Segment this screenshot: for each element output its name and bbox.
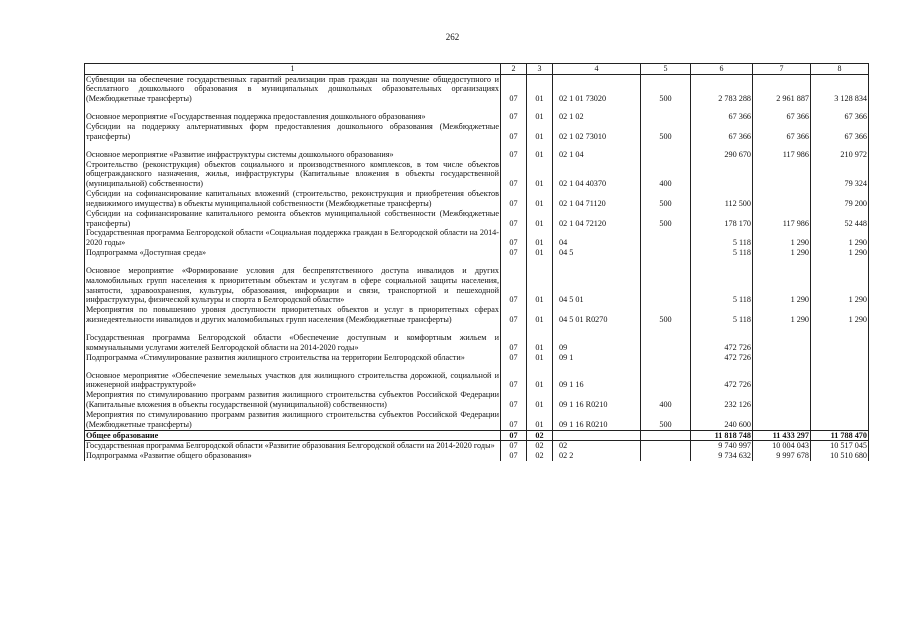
cell-code: 04 5 01 R0270 <box>553 305 641 325</box>
cell-v7 <box>753 353 811 363</box>
spacer-cell <box>501 258 527 266</box>
cell-desc: Субсидии на софинансирование капитального ремонта объектов муниципальной собственности (Межбюджетные трансферты) <box>86 208 499 228</box>
cell-vr: 500 <box>641 305 691 325</box>
spacer-cell <box>641 142 691 150</box>
table-row <box>85 390 869 410</box>
cell-a: 07 <box>501 122 527 142</box>
cell-b: 01 <box>527 371 553 391</box>
cell-vr <box>641 112 691 122</box>
cell-vr: 500 <box>641 410 691 430</box>
spacer-cell <box>811 258 869 266</box>
cell-v8: 1 290 <box>811 228 869 248</box>
cell-desc: Государственная программа Белгородской области «Развитие образования Белгородской области на 2014-2020 годы» <box>85 441 501 451</box>
cell-code: 04 5 01 <box>553 266 641 305</box>
cell-v8 <box>811 410 869 430</box>
cell-v8 <box>811 390 869 410</box>
spacer-cell <box>85 258 501 266</box>
spacer-cell <box>691 325 753 333</box>
spacer-cell <box>501 363 527 371</box>
row-spacer <box>85 142 869 150</box>
cell-v6: 5 118 <box>691 228 753 248</box>
cell-vr: 500 <box>641 189 691 209</box>
header-cell: 2 <box>501 64 527 75</box>
cell-v6 <box>691 160 753 190</box>
cell-desc: Подпрограмма «Доступная среда» <box>85 248 501 258</box>
cell-v6: 5 118 <box>691 305 753 325</box>
header-cell: 7 <box>753 64 811 75</box>
cell-code: 02 1 04 <box>553 150 641 160</box>
spacer-cell <box>553 104 641 112</box>
cell-v6: 178 170 <box>691 209 753 229</box>
table-row <box>85 74 869 104</box>
cell-vr <box>641 150 691 160</box>
spacer-cell <box>527 325 553 333</box>
table-row <box>85 160 869 190</box>
cell-v7 <box>753 189 811 209</box>
cell-v8 <box>811 333 869 353</box>
cell-b: 01 <box>527 150 553 160</box>
cell-a: 07 <box>501 112 527 122</box>
cell-desc: Мероприятия по стимулированию программ развития жилищного строительства субъектов Российской Федерации (Капитальные вложения в объекты государственной (муниципальной) собственности) <box>86 390 499 410</box>
cell-v8: 1 290 <box>811 248 869 258</box>
cell-code <box>553 430 641 441</box>
cell-a: 07 <box>501 150 527 160</box>
spacer-cell <box>811 142 869 150</box>
cell-v8: 210 972 <box>811 150 869 160</box>
spacer-cell <box>753 142 811 150</box>
cell-code: 02 1 02 <box>553 112 641 122</box>
cell-desc: Государственная программа Белгородской области «Обеспечение доступным и комфортным жильем и коммунальными услугами жителей Белгородской области на 2014-2020 годы» <box>86 333 499 352</box>
cell-b: 01 <box>527 160 553 190</box>
cell-v8: 3 128 834 <box>811 74 869 104</box>
spacer-cell <box>553 325 641 333</box>
cell-v7: 10 004 043 <box>753 441 811 451</box>
cell-b: 01 <box>527 266 553 305</box>
cell-a: 07 <box>501 451 527 461</box>
cell-code: 09 1 16 R0210 <box>553 390 641 410</box>
page-number: 262 <box>445 32 460 42</box>
cell-code: 02 1 04 72120 <box>553 209 641 229</box>
cell-v8: 67 366 <box>811 112 869 122</box>
cell-v8: 52 448 <box>811 209 869 229</box>
cell-code: 02 2 <box>553 451 641 461</box>
cell-code: 02 1 04 40370 <box>553 160 641 190</box>
cell-v6: 5 118 <box>691 248 753 258</box>
spacer-cell <box>85 325 501 333</box>
cell-v8: 79 200 <box>811 189 869 209</box>
cell-b: 01 <box>527 353 553 363</box>
cell-v7: 11 433 297 <box>753 430 811 441</box>
cell-v7 <box>753 390 811 410</box>
spacer-cell <box>753 258 811 266</box>
row-spacer <box>85 325 869 333</box>
cell-b: 01 <box>527 333 553 353</box>
budget-table <box>84 63 869 461</box>
cell-a: 07 <box>501 266 527 305</box>
cell-v7 <box>753 410 811 430</box>
cell-v6: 472 726 <box>691 333 753 353</box>
spacer-cell <box>553 258 641 266</box>
cell-code: 09 1 16 <box>553 371 641 391</box>
cell-a: 07 <box>501 305 527 325</box>
spacer-cell <box>641 104 691 112</box>
cell-v6: 290 670 <box>691 150 753 160</box>
table-row <box>85 248 869 258</box>
cell-v6: 9 740 997 <box>691 441 753 451</box>
cell-desc: Субсидии на софинансирование капитальных вложений (строительство, реконструкция и приобретения объектов недвижимого имущества) в объекты муниципальной собственности (Межбюджетные трансферты) <box>86 189 499 208</box>
cell-desc: Подпрограмма «Развитие общего образования» <box>85 451 501 461</box>
table-header-row <box>85 64 869 75</box>
cell-vr <box>641 333 691 353</box>
cell-v7: 1 290 <box>753 305 811 325</box>
cell-vr <box>641 248 691 258</box>
cell-v7: 1 290 <box>753 266 811 305</box>
cell-a: 07 <box>501 160 527 190</box>
cell-vr <box>641 353 691 363</box>
cell-a: 07 <box>501 410 527 430</box>
cell-vr <box>641 430 691 441</box>
row-spacer <box>85 363 869 371</box>
cell-vr <box>641 451 691 461</box>
table-row <box>85 228 869 248</box>
cell-v6: 472 726 <box>691 353 753 363</box>
spacer-cell <box>811 325 869 333</box>
cell-v7: 1 290 <box>753 228 811 248</box>
cell-v6: 2 783 288 <box>691 74 753 104</box>
cell-v7: 1 290 <box>753 248 811 258</box>
cell-b: 02 <box>527 451 553 461</box>
spacer-cell <box>691 104 753 112</box>
cell-vr: 500 <box>641 74 691 104</box>
cell-desc: Мероприятия по стимулированию программ развития жилищного строительства субъектов Российской Федерации (Межбюджетные трансферты) <box>86 409 499 429</box>
spacer-cell <box>691 142 753 150</box>
cell-code: 02 1 01 73020 <box>553 74 641 104</box>
spacer-cell <box>553 142 641 150</box>
header-cell: 1 <box>85 64 501 75</box>
spacer-cell <box>691 258 753 266</box>
table-row <box>85 441 869 451</box>
cell-vr <box>641 371 691 391</box>
table-row <box>85 451 869 461</box>
spacer-cell <box>501 325 527 333</box>
header-cell: 5 <box>641 64 691 75</box>
cell-code: 09 1 16 R0210 <box>553 410 641 430</box>
cell-v7 <box>753 333 811 353</box>
cell-vr: 400 <box>641 390 691 410</box>
cell-vr <box>641 228 691 248</box>
cell-code: 02 1 04 71120 <box>553 189 641 209</box>
table-row <box>85 122 869 142</box>
cell-vr <box>641 266 691 305</box>
cell-v8: 1 290 <box>811 305 869 325</box>
table-row <box>85 305 869 325</box>
cell-desc: Основное мероприятие «Развитие инфраструктуры системы дошкольного образования» <box>85 150 501 160</box>
cell-desc: Государственная программа Белгородской области «Социальная поддержка граждан в Белгородской области на 2014-2020 годы» <box>86 228 499 248</box>
cell-b: 02 <box>527 430 553 441</box>
spacer-cell <box>811 363 869 371</box>
cell-code: 04 5 <box>553 248 641 258</box>
cell-v7: 117 986 <box>753 150 811 160</box>
cell-desc: Подпрограмма «Стимулирование развития жилищного строительства на территории Белгородской области» <box>85 353 501 363</box>
cell-b: 02 <box>527 441 553 451</box>
cell-v8: 10 517 045 <box>811 441 869 451</box>
table-row <box>85 189 869 209</box>
cell-b: 01 <box>527 410 553 430</box>
spacer-cell <box>527 363 553 371</box>
cell-a: 07 <box>501 189 527 209</box>
cell-b: 01 <box>527 189 553 209</box>
cell-code: 09 <box>553 333 641 353</box>
cell-a: 07 <box>501 74 527 104</box>
cell-a: 07 <box>501 371 527 391</box>
cell-desc: Мероприятия по повышению уровня доступности приоритетных объектов и услуг в приоритетных сферах жизнедеятельности инвалидов и других маломобильных групп населения (Межбюджетные трансферты) <box>86 305 499 325</box>
spacer-cell <box>501 142 527 150</box>
cell-desc: Субвенции на обеспечение государственных гарантий реализации прав граждан на получение общедоступного и бесплатного дошкольного образования в муниципальных дошкольных образовательных организациях (Межбюджетные трансферты) <box>86 74 499 104</box>
spacer-cell <box>753 325 811 333</box>
cell-v7 <box>753 160 811 190</box>
cell-v8 <box>811 353 869 363</box>
cell-vr <box>641 441 691 451</box>
spacer-cell <box>85 142 501 150</box>
row-spacer <box>85 104 869 112</box>
cell-b: 01 <box>527 209 553 229</box>
cell-v6: 9 734 632 <box>691 451 753 461</box>
cell-a: 07 <box>501 228 527 248</box>
cell-v8: 10 510 680 <box>811 451 869 461</box>
cell-b: 01 <box>527 305 553 325</box>
cell-code: 04 <box>553 228 641 248</box>
spacer-cell <box>501 104 527 112</box>
spacer-cell <box>527 258 553 266</box>
spacer-cell <box>753 104 811 112</box>
cell-v6: 112 500 <box>691 189 753 209</box>
cell-v8: 1 290 <box>811 266 869 305</box>
cell-a: 07 <box>501 353 527 363</box>
spacer-cell <box>641 258 691 266</box>
cell-v6: 5 118 <box>691 266 753 305</box>
table-row <box>85 333 869 353</box>
table-body <box>85 74 869 461</box>
cell-desc: Общее образование <box>85 430 501 441</box>
table-row <box>85 112 869 122</box>
table-row <box>85 410 869 430</box>
cell-v8: 67 366 <box>811 122 869 142</box>
cell-b: 01 <box>527 112 553 122</box>
cell-code: 02 <box>553 441 641 451</box>
cell-v8: 79 324 <box>811 160 869 190</box>
cell-v6: 67 366 <box>691 112 753 122</box>
spacer-cell <box>85 363 501 371</box>
cell-a: 07 <box>501 333 527 353</box>
cell-v7 <box>753 371 811 391</box>
cell-desc: Строительство (реконструкция) объектов социального и производственного комплексов, в том числе объектов общегражданского назначения, жилья, инфраструктуры (Капитальные вложения в объекты государственной (муниципальной) собственности) <box>86 159 499 189</box>
cell-desc: Основное мероприятие «Формирование условия для беспрепятственного доступа инвалидов и других маломобильных групп населения к приоритетным объектам и услугам в сфере социальной защиты населения, занятости, здравоохранения, культуры, образования, информации и связи, транспортной и пешеходной инфраструктуры, физической культуры и спорта в Белгородской области» <box>86 265 499 305</box>
cell-vr: 500 <box>641 122 691 142</box>
cell-v8: 11 788 470 <box>811 430 869 441</box>
header-cell: 6 <box>691 64 753 75</box>
cell-v6: 11 818 748 <box>691 430 753 441</box>
cell-v7: 2 961 887 <box>753 74 811 104</box>
header-cell: 8 <box>811 64 869 75</box>
cell-b: 01 <box>527 390 553 410</box>
header-cell: 4 <box>553 64 641 75</box>
cell-v6: 232 126 <box>691 390 753 410</box>
table-row <box>85 430 869 441</box>
cell-v7: 9 997 678 <box>753 451 811 461</box>
cell-v8 <box>811 371 869 391</box>
spacer-cell <box>85 104 501 112</box>
header-cell: 3 <box>527 64 553 75</box>
cell-desc: Основное мероприятие «Государственная поддержка предоставления дошкольного образования» <box>85 112 501 122</box>
cell-a: 07 <box>501 390 527 410</box>
spacer-cell <box>527 142 553 150</box>
cell-v7: 67 366 <box>753 122 811 142</box>
cell-v6: 472 726 <box>691 371 753 391</box>
cell-desc: Основное мероприятие «Обеспечение земельных участков для жилищного строительства дорожной, социальной и инженерной инфраструктурой» <box>86 370 499 390</box>
cell-b: 01 <box>527 122 553 142</box>
table-row <box>85 353 869 363</box>
cell-vr: 500 <box>641 209 691 229</box>
spacer-cell <box>753 363 811 371</box>
cell-a: 07 <box>501 441 527 451</box>
table-row <box>85 266 869 305</box>
cell-v7: 67 366 <box>753 112 811 122</box>
spacer-cell <box>527 104 553 112</box>
cell-vr: 400 <box>641 160 691 190</box>
cell-b: 01 <box>527 74 553 104</box>
cell-code: 02 1 02 73010 <box>553 122 641 142</box>
table-row <box>85 209 869 229</box>
cell-desc: Субсидии на поддержку альтернативных форм предоставления дошкольного образования (Межбюджетные трансферты) <box>86 121 499 141</box>
spacer-cell <box>811 104 869 112</box>
spacer-cell <box>553 363 641 371</box>
spacer-cell <box>641 363 691 371</box>
spacer-cell <box>691 363 753 371</box>
table-row <box>85 150 869 160</box>
cell-a: 07 <box>501 209 527 229</box>
cell-b: 01 <box>527 228 553 248</box>
cell-a: 07 <box>501 430 527 441</box>
row-spacer <box>85 258 869 266</box>
cell-code: 09 1 <box>553 353 641 363</box>
cell-v6: 67 366 <box>691 122 753 142</box>
table-row <box>85 371 869 391</box>
cell-v6: 240 600 <box>691 410 753 430</box>
spacer-cell <box>641 325 691 333</box>
cell-v7: 117 986 <box>753 209 811 229</box>
cell-a: 07 <box>501 248 527 258</box>
cell-b: 01 <box>527 248 553 258</box>
